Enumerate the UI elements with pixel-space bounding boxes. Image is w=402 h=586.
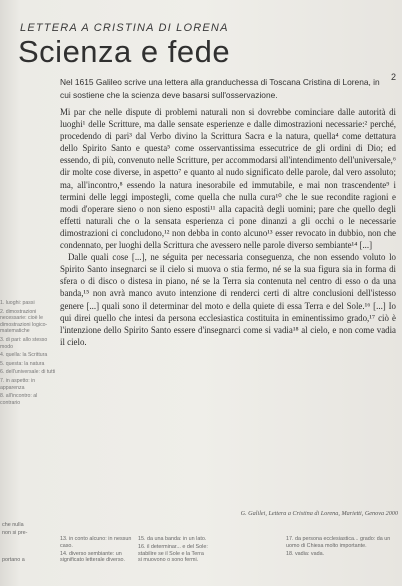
page-title: Scienza e fede xyxy=(18,34,231,69)
margin-notes xyxy=(0,300,56,408)
margin-note: 3. di pari: allo stesso modo xyxy=(0,336,48,350)
margin-note: 4. quella: la Scrittura xyxy=(0,352,48,359)
footnote-fragment: che nulla xyxy=(2,522,24,528)
footnote: 18. vadia: vada. xyxy=(286,550,325,557)
footnote-fragment: portano a xyxy=(2,556,25,563)
footnote: 16. il determinar... e del Sole: stabilire se il Sole e la Terra si muovono o sono fermi. xyxy=(138,543,208,564)
footnotes xyxy=(0,522,402,586)
margin-note: 7. in aspetto: in apparenza xyxy=(0,377,36,391)
margin-note: 1. luoghi: passi xyxy=(0,300,35,306)
margin-note: 2. dimostrazioni necessarie: cioè le dimostrazioni logico-matematiche xyxy=(0,308,48,335)
footnote: 13. in conto alcuno: in nessun caso. xyxy=(60,536,132,549)
footnote-fragment: non si pre- xyxy=(2,529,28,536)
intro-paragraph: Nel 1615 Galileo scrive una lettera alla granduchessa di Toscana Cristina di Lorena, in cui sostiene che la scienza deve basarsi sull'osservazione. xyxy=(60,77,380,100)
body-paragraph-1: Mi par che nelle dispute di problemi naturali non si dovrebbe cominciare dalle autorità di luoghi¹ delle Scritture, ma dalle sensate esperienze e dalle dimostrazioni necessarie:² perché, procedendo di pari³ dal Verbo divino la Scrittura Sacra e la natura, quella⁴ come dettatura dello Spirito Santo e questa⁵ come osservantissima essecutrice de gli ordini di Dio; ed essendo, di più, convenuto nelle Scritture, per accommodarsi all'intendimento dell'universale,⁶ dir molte cose diverse, in aspetto⁷ e quanto al nudo significato delle parole, dal vero assoluto; ma, all'incontro,⁸ essendo la natura inesorabile ed immutabile, e mai non trascendente⁹ i termini delle leggi impostegli, come quella che nulla cura¹⁰ che le sue recondite ragioni e modi d'operare sieno o non sieno esposti¹¹ alla capacità degli uomini; pare che quello degli effetti naturali che o la sensata esperienza ci pone dinanzi a gli occhi o le necessarie dimostrazioni ci concludono,¹² non debba in conto alcuno¹³ esser revocato in dubbio, non che condennato, per luoghi della Scrittura che avessero nelle parole diverso sembiante¹⁴ [...] xyxy=(60,107,396,251)
corner-mark: 2 xyxy=(390,72,396,82)
footnote-column-3 xyxy=(286,536,398,558)
footnote: 17. da persona ecclesiastica... grado: da un uomo di Chiesa molto importante. xyxy=(286,536,391,549)
letter-body xyxy=(60,106,396,348)
footnote: 15. da una banda: in un lato. xyxy=(138,536,207,542)
footnote-left-column xyxy=(2,522,56,564)
margin-note: 8. all'incontro: al contrario xyxy=(0,393,38,406)
section-kicker: LETTERA A CRISTINA DI LORENA xyxy=(20,22,229,34)
margin-note: 6. dell'universale: di tutti xyxy=(0,369,56,376)
footnote-column-2 xyxy=(138,536,208,565)
footnote: 14. diverso sembiante: un significato letterale diverso. xyxy=(60,550,126,564)
footnote-column-1 xyxy=(60,536,134,565)
margin-note: 5. questa: la natura xyxy=(0,360,45,367)
body-paragraph-2: Dalle quali cose [...], ne séguita per necessaria conseguenza, che non essendo voluto lo Spirito Santo insegnarci se il cielo si muova o stia fermo, né se la sua figura sia in forma di sfera o di disco o distesa in piano, né se la Terra sia contenuta nel centro di esso o da una banda,¹⁵ non avrà manco avuto intenzione di renderci certi di altre conclusioni dell'istesso genere [...] quali sono il determinar del moto e della quiete di essa Terra e del Sole.¹⁶ [...] Io qui direi quello che intesi da persona ecclesiastica costituita in eminentissimo grado,¹⁷ ciò è l'intenzione dello Spirito Santo essere d'insegnarci come si vadia¹⁸ al cielo, e non come vadia il cielo. xyxy=(60,252,396,347)
source-citation: G. Galilei, Lettera a Cristina di Lorena, Marietti, Genova 2000 xyxy=(240,510,398,517)
